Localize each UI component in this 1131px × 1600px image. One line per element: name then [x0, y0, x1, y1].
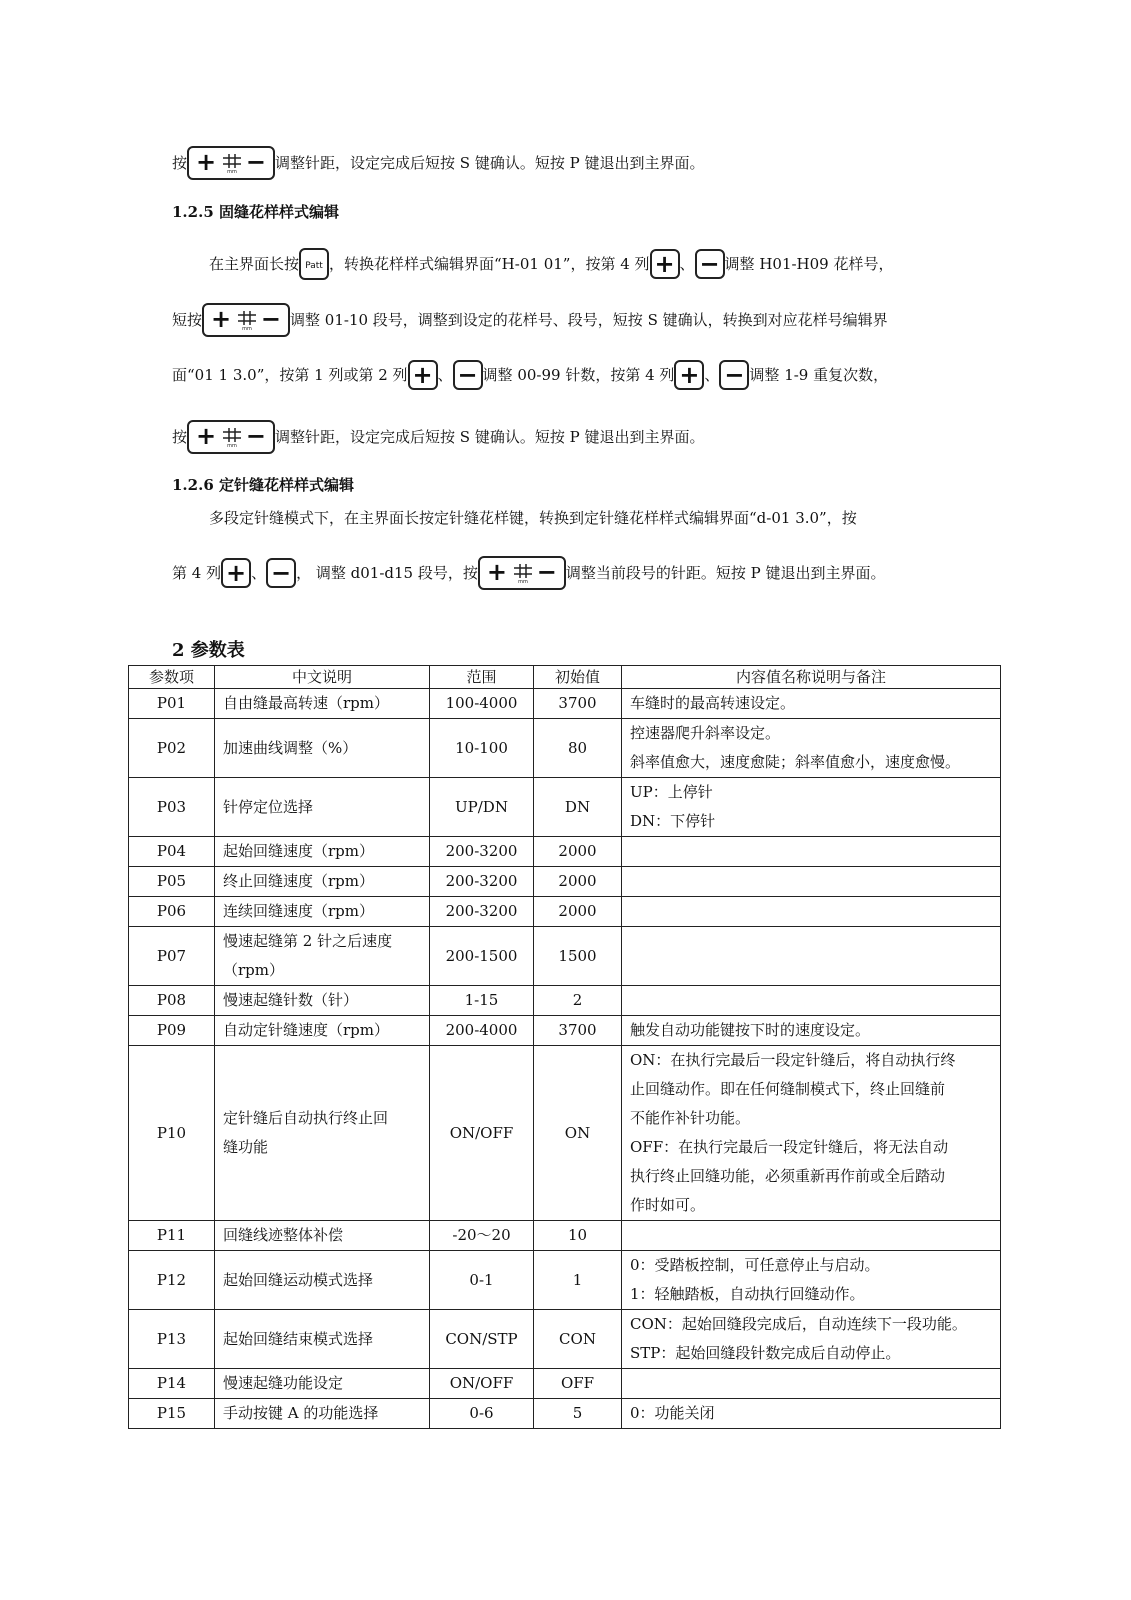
- minus-key-icon: −: [719, 360, 749, 390]
- text-fragment: 短按: [172, 311, 203, 329]
- cell-param-id: P08: [129, 986, 215, 1016]
- note-line: 触发自动功能键按下时的速度设定。: [630, 1021, 871, 1039]
- description-line: 自动定针缝速度（rpm）: [223, 1021, 389, 1039]
- cell-range: 1-15: [430, 986, 534, 1016]
- svg-text:mm: mm: [227, 443, 237, 448]
- text-fragment: 调整 H01-H09 花样号，: [724, 255, 894, 273]
- cell-param-id: P07: [129, 927, 215, 986]
- header-initial-value: 初始值: [534, 666, 622, 689]
- cell-initial-value: ON: [534, 1046, 622, 1221]
- cell-range: 200-4000: [430, 1016, 534, 1046]
- svg-text:mm: mm: [227, 169, 237, 174]
- table-body: [129, 689, 1001, 1429]
- cell-notes: [622, 719, 1001, 778]
- cell-notes: [622, 1251, 1001, 1310]
- cell-description: [215, 986, 430, 1016]
- note-line: CON：起始回缝段完成后，自动连续下一段功能。: [630, 1315, 967, 1333]
- description-line: （rpm）: [223, 961, 284, 979]
- cell-description: [215, 837, 430, 867]
- cell-param-id: P09: [129, 1016, 215, 1046]
- table-row: [129, 986, 1001, 1016]
- header-description: 中文说明: [215, 666, 430, 689]
- cell-notes: [622, 689, 1001, 719]
- table-row: [129, 837, 1001, 867]
- note-line: DN：下停针: [630, 812, 716, 830]
- cell-description: [215, 689, 430, 719]
- cell-notes: [622, 986, 1001, 1016]
- table-row: [129, 719, 1001, 778]
- cell-notes: [622, 1399, 1001, 1429]
- svg-text:mm: mm: [518, 579, 528, 584]
- table-row: [129, 867, 1001, 897]
- plus-key-icon: +: [221, 558, 251, 588]
- cell-initial-value: 10: [534, 1221, 622, 1251]
- cell-range: ON/OFF: [430, 1369, 534, 1399]
- cell-initial-value: 2000: [534, 897, 622, 927]
- cell-param-id: P02: [129, 719, 215, 778]
- cell-description: [215, 719, 430, 778]
- note-line: OFF：在执行完最后一段定针缝后，将无法自动: [630, 1138, 949, 1156]
- description-line: 回缝线迹整体补偿: [223, 1226, 344, 1244]
- note-line: 止回缝动作。即在任何缝制模式下，终止回缝前: [630, 1080, 946, 1098]
- table-row: [129, 897, 1001, 927]
- cell-initial-value: 5: [534, 1399, 622, 1429]
- text-fragment: 、: [437, 366, 453, 384]
- cell-initial-value: 2000: [534, 837, 622, 867]
- table-row: [129, 927, 1001, 986]
- table-row: [129, 1399, 1001, 1429]
- description-line: 起始回缝速度（rpm）: [223, 842, 374, 860]
- note-line: ON：在执行完最后一段定针缝后，将自动执行终: [630, 1051, 956, 1069]
- text-fragment: 、: [704, 366, 720, 384]
- text-line: [172, 146, 704, 180]
- header-notes: 内容值名称说明与备注: [622, 666, 1001, 689]
- cell-description: [215, 1369, 430, 1399]
- cell-description: [215, 897, 430, 927]
- table-row: [129, 1369, 1001, 1399]
- text-fragment: 第 4 列: [172, 564, 222, 582]
- cell-notes: [622, 1016, 1001, 1046]
- cell-initial-value: CON: [534, 1310, 622, 1369]
- minus-key-icon: −: [453, 360, 483, 390]
- cell-initial-value: 2: [534, 986, 622, 1016]
- table-row: [129, 778, 1001, 837]
- cell-description: [215, 1251, 430, 1310]
- cell-notes: [622, 1310, 1001, 1369]
- cell-param-id: P13: [129, 1310, 215, 1369]
- plus-key-icon: +: [674, 360, 704, 390]
- cell-range: 100-4000: [430, 689, 534, 719]
- text-fragment: 、: [679, 255, 695, 273]
- cell-range: 200-3200: [430, 897, 534, 927]
- cell-description: [215, 1399, 430, 1429]
- text-fragment: 在主界面长按: [209, 255, 300, 273]
- cell-param-id: P12: [129, 1251, 215, 1310]
- note-line: UP：上停针: [630, 783, 713, 801]
- note-line: 0：受踏板控制，可任意停止与启动。: [630, 1256, 880, 1274]
- text-fragment: ， 调整 d01-d15 段号，按: [296, 564, 478, 582]
- cell-param-id: P11: [129, 1221, 215, 1251]
- cell-notes: [622, 927, 1001, 986]
- cell-description: [215, 1221, 430, 1251]
- description-line: 加速曲线调整（%）: [223, 738, 358, 757]
- table-row: [129, 1221, 1001, 1251]
- text-fragment: 按: [172, 154, 188, 172]
- text-line: [172, 556, 886, 590]
- cell-notes: [622, 897, 1001, 927]
- plus-minus-stitch-key-icon: + mm −: [202, 303, 290, 337]
- cell-initial-value: 3700: [534, 689, 622, 719]
- cell-initial-value: DN: [534, 778, 622, 837]
- text-line: [172, 420, 704, 454]
- plus-minus-stitch-key-icon: + mm −: [478, 556, 566, 590]
- table-row: [129, 1046, 1001, 1221]
- cell-range: -20～20: [430, 1221, 534, 1251]
- cell-notes: [622, 837, 1001, 867]
- table-row: [129, 689, 1001, 719]
- minus-key-icon: −: [695, 249, 725, 279]
- description-line: 自由缝最高转速（rpm）: [223, 694, 389, 712]
- cell-description: [215, 778, 430, 837]
- cell-initial-value: OFF: [534, 1369, 622, 1399]
- cell-range: 10-100: [430, 719, 534, 778]
- plus-minus-stitch-key-icon: + mm −: [187, 420, 275, 454]
- table-row: [129, 1251, 1001, 1310]
- cell-description: [215, 927, 430, 986]
- text-fragment: 调整 00-99 针数，按第 4 列: [482, 366, 675, 384]
- text-fragment: 面“01 1 3.0”，按第 1 列或第 2 列: [172, 366, 408, 384]
- text-fragment: ，转换花样样式编辑界面“H-01 01”，按第 4 列: [329, 255, 650, 273]
- text-line: [172, 360, 888, 390]
- cell-notes: [622, 1046, 1001, 1221]
- header-range: 范围: [430, 666, 534, 689]
- cell-range: CON/STP: [430, 1310, 534, 1369]
- cell-description: [215, 1310, 430, 1369]
- text-line: [209, 248, 894, 280]
- table-row: [129, 1016, 1001, 1046]
- parameter-table: [128, 665, 1001, 1429]
- cell-initial-value: 1: [534, 1251, 622, 1310]
- section-title-parameter-table: 2 参数表: [172, 640, 245, 661]
- note-line: 控速器爬升斜率设定。: [630, 724, 781, 742]
- note-line: 不能作补针功能。: [630, 1109, 751, 1127]
- cell-param-id: P06: [129, 897, 215, 927]
- cell-range: ON/OFF: [430, 1046, 534, 1221]
- description-line: 起始回缝运动模式选择: [223, 1270, 374, 1289]
- cell-initial-value: 80: [534, 719, 622, 778]
- cell-notes: [622, 778, 1001, 837]
- cell-description: [215, 867, 430, 897]
- text-line: [172, 303, 888, 337]
- note-line: 执行终止回缝功能，必须重新再作前或全后踏动: [630, 1167, 946, 1185]
- cell-description: [215, 1016, 430, 1046]
- cell-param-id: P01: [129, 689, 215, 719]
- cell-range: 0-1: [430, 1251, 534, 1310]
- note-line: 斜率值愈大，速度愈陡；斜率值愈小，速度愈慢。: [630, 753, 961, 771]
- cell-notes: [622, 1221, 1001, 1251]
- minus-key-icon: −: [266, 558, 296, 588]
- cell-range: UP/DN: [430, 778, 534, 837]
- cell-range: 0-6: [430, 1399, 534, 1429]
- svg-text:mm: mm: [242, 326, 252, 331]
- text-fragment: 调整当前段号的针距。短按 P 键退出到主界面。: [565, 564, 886, 582]
- note-line: STP：起始回缝段针数完成后自动停止。: [630, 1344, 901, 1362]
- section-heading-1-2-6: 1.2.6 定针缝花样样式编辑: [172, 476, 354, 494]
- cell-range: 200-3200: [430, 867, 534, 897]
- cell-param-id: P03: [129, 778, 215, 837]
- note-line: 1：轻触踏板，自动执行回缝动作。: [630, 1285, 865, 1303]
- cell-notes: [622, 1369, 1001, 1399]
- text-fragment: 调整 01-10 段号，调整到设定的花样号、段号，短按 S 键确认，转换到对应花样号编辑界: [290, 311, 888, 329]
- plus-key-icon: +: [650, 249, 680, 279]
- description-line: 定针缝后自动执行终止回: [223, 1109, 389, 1127]
- cell-initial-value: 1500: [534, 927, 622, 986]
- table-header-row: [129, 666, 1001, 689]
- plus-key-icon: +: [408, 360, 438, 390]
- section-heading-1-2-5: 1.2.5 固缝花样样式编辑: [172, 203, 339, 221]
- cell-notes: [622, 867, 1001, 897]
- description-line: 慢速起缝第 2 针之后速度: [223, 932, 393, 950]
- description-line: 慢速起缝功能设定: [223, 1374, 344, 1392]
- text-fragment: 调整针距，设定完成后短按 S 键确认。短按 P 键退出到主界面。: [275, 154, 705, 172]
- cell-range: 200-3200: [430, 837, 534, 867]
- description-line: 针停定位选择: [223, 797, 314, 816]
- note-line: 作时如可。: [630, 1196, 706, 1214]
- table-row: [129, 1310, 1001, 1369]
- cell-param-id: P10: [129, 1046, 215, 1221]
- patt-key-icon: Patt: [299, 248, 329, 280]
- text-fragment: 按: [172, 428, 188, 446]
- description-line: 连续回缝速度（rpm）: [223, 902, 374, 920]
- text-fragment: 、: [251, 564, 267, 582]
- text-fragment: 调整针距，设定完成后短按 S 键确认。短按 P 键退出到主界面。: [275, 428, 705, 446]
- cell-param-id: P05: [129, 867, 215, 897]
- header-param-id: 参数项: [129, 666, 215, 689]
- cell-description: [215, 1046, 430, 1221]
- cell-param-id: P14: [129, 1369, 215, 1399]
- cell-range: 200-1500: [430, 927, 534, 986]
- plus-minus-stitch-key-icon: + mm −: [187, 146, 275, 180]
- note-line: 0：功能关闭: [630, 1404, 715, 1422]
- cell-param-id: P04: [129, 837, 215, 867]
- cell-initial-value: 3700: [534, 1016, 622, 1046]
- description-line: 手动按键 A 的功能选择: [223, 1404, 379, 1422]
- description-line: 终止回缝速度（rpm）: [223, 872, 374, 890]
- description-line: 起始回缝结束模式选择: [223, 1329, 374, 1348]
- note-line: 车缝时的最高转速设定。: [630, 694, 796, 712]
- cell-initial-value: 2000: [534, 867, 622, 897]
- description-line: 慢速起缝针数（针）: [223, 991, 359, 1009]
- text-fragment: 调整 1-9 重复次数，: [749, 366, 889, 384]
- text-line: 多段定针缝模式下，在主界面长按定针缝花样键，转换到定针缝花样样式编辑界面“d-01 3.0”，按: [209, 509, 857, 527]
- description-line: 缝功能: [223, 1138, 269, 1156]
- cell-param-id: P15: [129, 1399, 215, 1429]
